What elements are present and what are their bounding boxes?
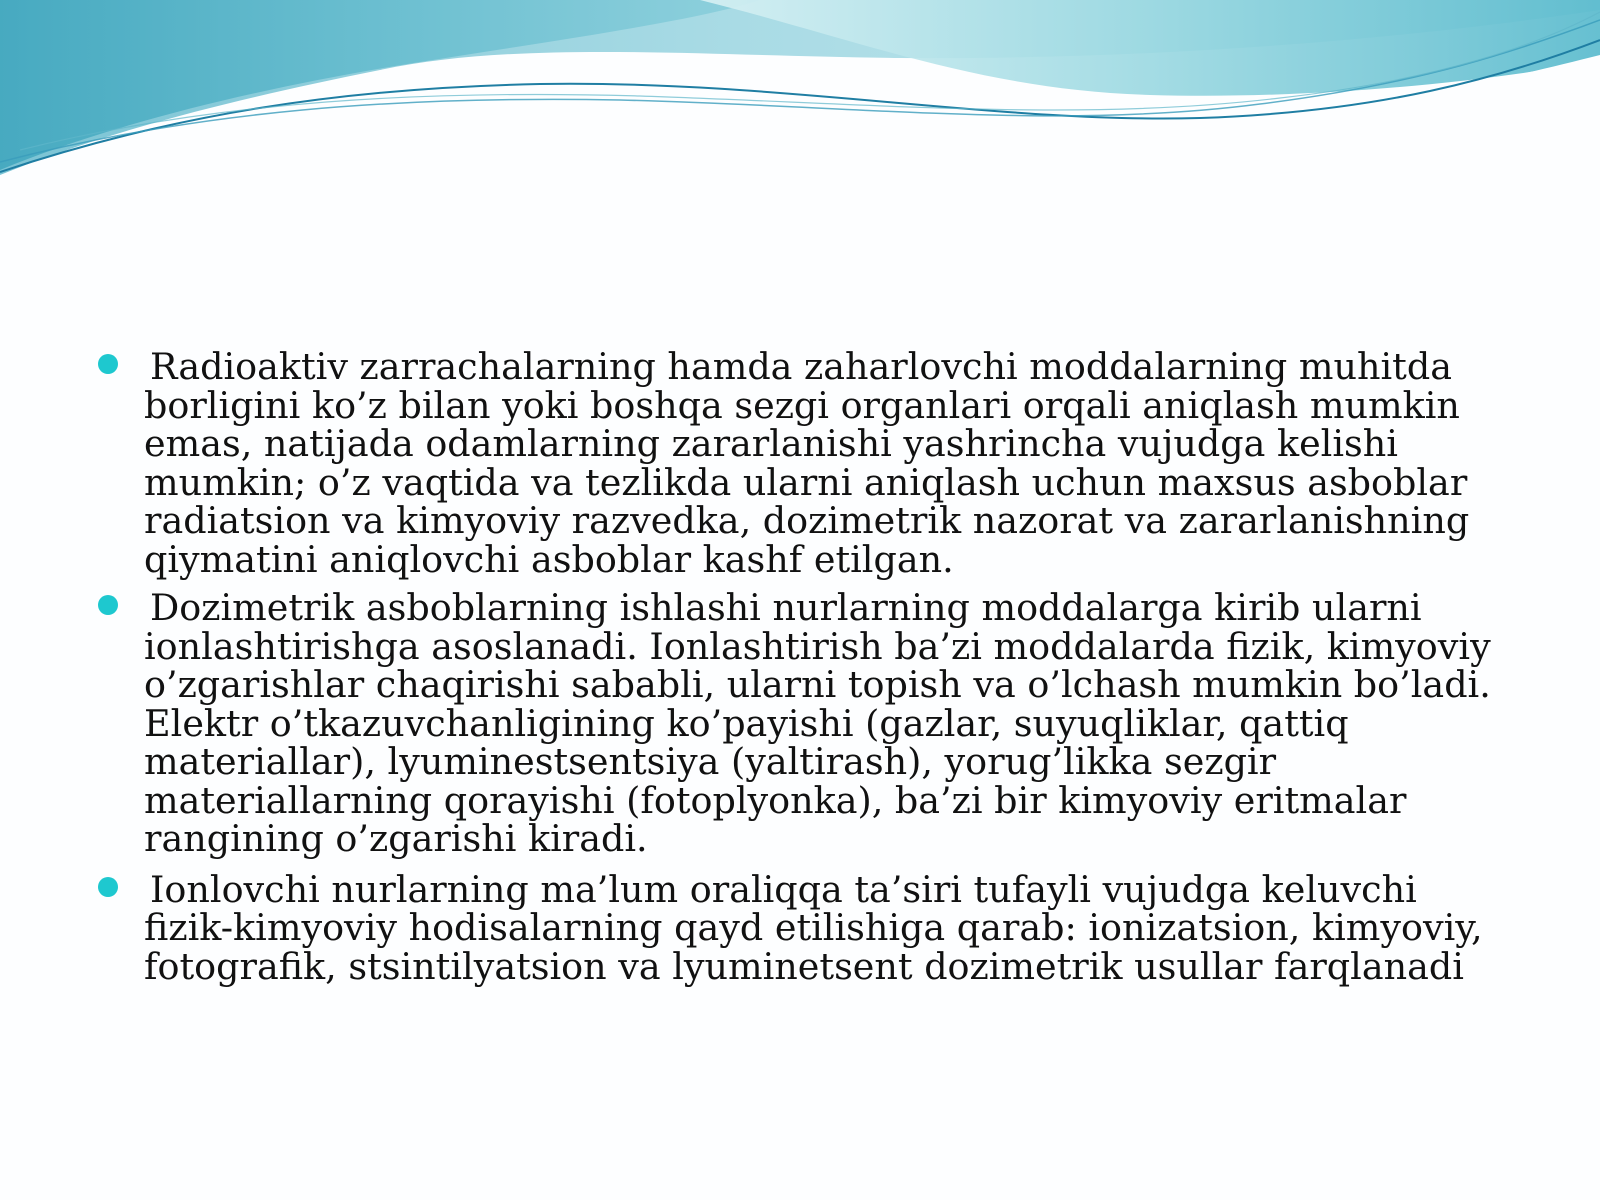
bullet-text: Dozimetrik asboblarning ishlashi nurlarning moddalarga kirib ularni ionlashtirishga asoslanadi. Ionlashtirish ba’zi moddalarda fizik, kimyoviy o’zgarishlar chaqirishi sababli, ularni topish va o’lchash mumkin bo’ladi. Elektr o’tkazuvchanligining ko’payishi (gazlar, suyuqliklar, qattiq materiallar), lyuminestsentsiya (yaltirash), yorug’likka sezgir materiallarning qorayishi (fotoplyonka), ba’zi bir kimyoviy eritmalar rangining o’zgarishi kiradi.: [144, 586, 1491, 860]
teal-circle-bullet-icon: [98, 877, 118, 897]
teal-circle-bullet-icon: [98, 354, 118, 374]
bullet-text: Ionlovchi nurlarning ma’lum oraliqqa ta’siri tufayli vujudga keluvchi fizik-kimyoviy hodisalarning qayd etilishiga qarab: ionizatsion, kimyoviy, fotografik, stsintilyatsion va lyuminetsent dozimetrik usullar farqlanadi: [144, 867, 1483, 988]
wave-header-decoration: [0, 0, 1600, 200]
bullet-item: [96, 867, 1516, 988]
bullet-item: [96, 586, 1516, 860]
slide-body: [96, 345, 1516, 996]
bullet-item: [96, 345, 1516, 581]
bullet-list: [96, 345, 1516, 988]
bullet-text: Radioaktiv zarrachalarning hamda zaharlovchi moddalarning muhitda borligini ko’z bilan yoki boshqa sezgi organlari orqali aniqlash mumkin emas, natijada odamlarning zararlanishi yashrincha vujudga kelishi mumkin; o’z vaqtida va tezlikda ularni aniqlash uchun maxsus asboblar radiatsion va kimyoviy razvedka, dozimetrik nazorat va zararlanishning qiymatini aniqlovchi asboblar kashf etilgan.: [144, 345, 1470, 581]
teal-circle-bullet-icon: [98, 595, 118, 615]
